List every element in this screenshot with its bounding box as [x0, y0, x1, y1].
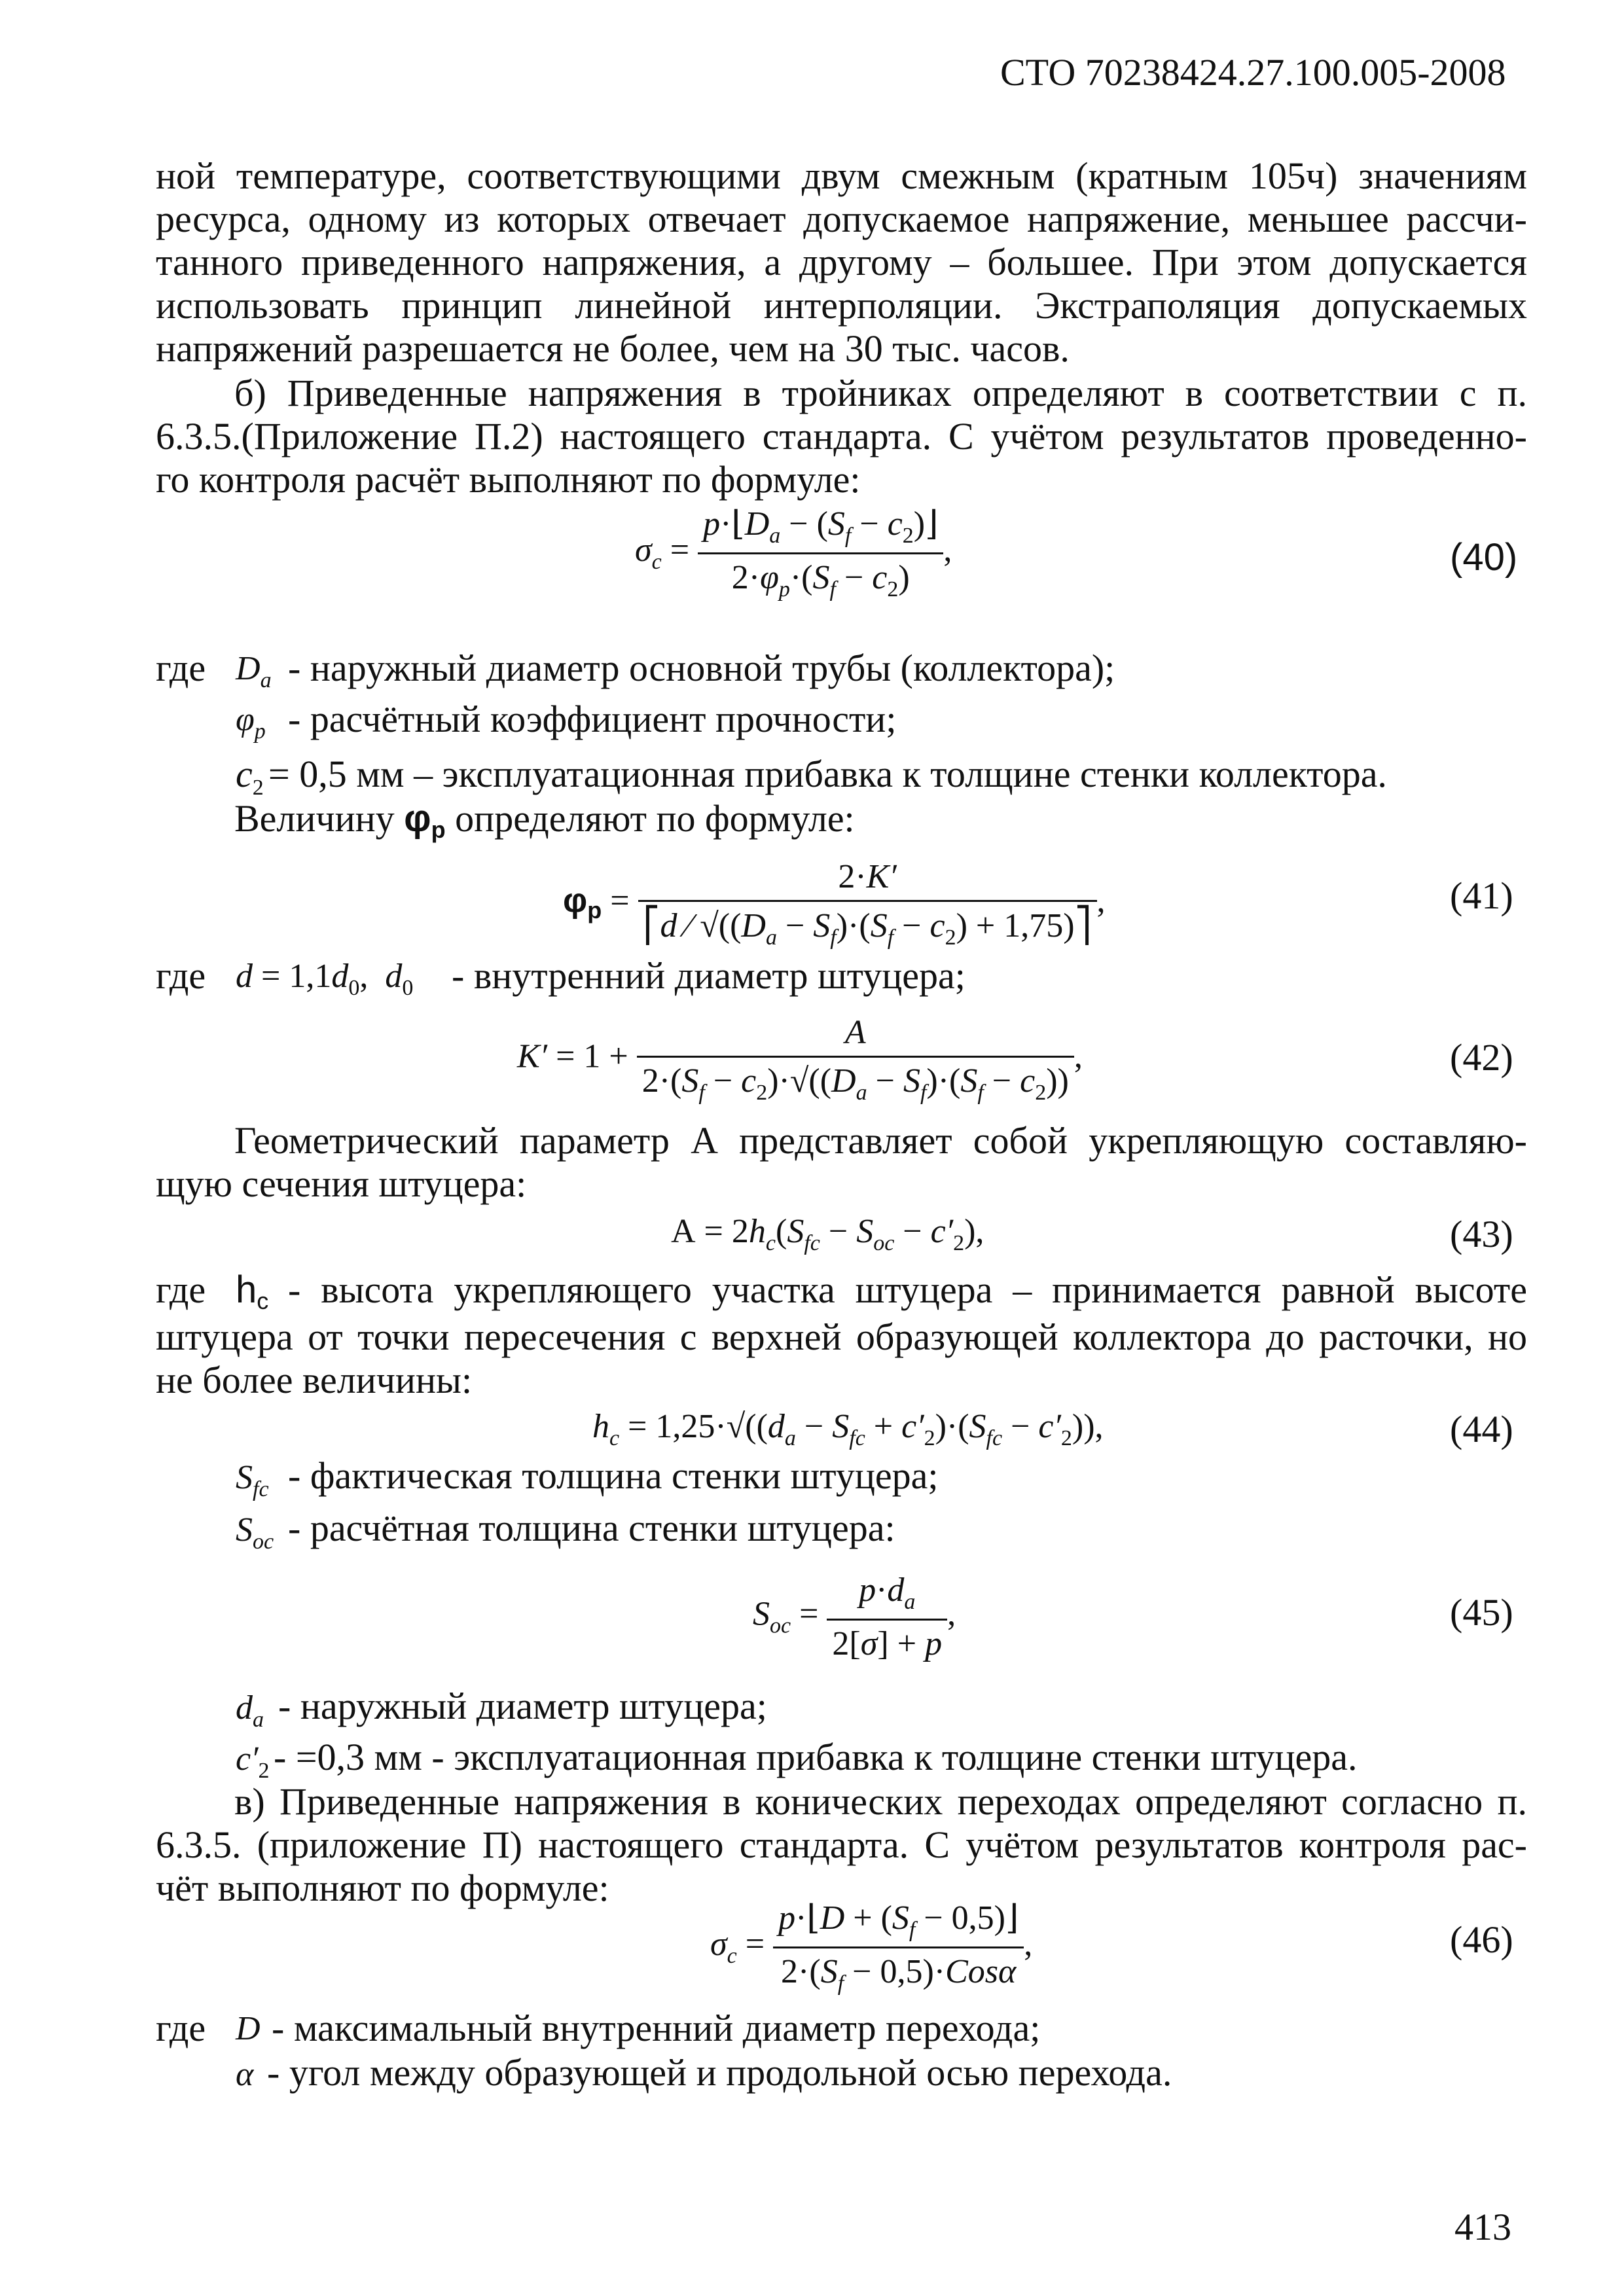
definition-text: - высота укрепляющего участка штуцера – принимается равной высоте	[288, 1268, 1527, 1311]
paragraph-line: танного приведенного напряжения, а другому – большее. При этом допускается	[156, 241, 1527, 283]
equation-41: φp = $\frac{2\cdot K'}{⎡d ⁄ √((D_a - S_f)\cdot(S_f - c_2) + 1,75)⎤}$ ,	[563, 858, 1106, 950]
equation-42: K′ = 1 + $\frac{A}{2\cdot(S_f - c_2)\cdot√((D_a - S_f)\cdot(S_f - c_2))}$ ,	[517, 1014, 1083, 1105]
page-number: 413	[1454, 2206, 1511, 2248]
definition-text: - внутренний диаметр штуцера;	[452, 954, 965, 997]
equation-number: (43)	[1450, 1213, 1513, 1255]
symbol-da: $d_a$	[236, 1689, 264, 1732]
equation-43: $А = 2h_c(S_{fc} - S_{oc} - c'_2)$,	[671, 1213, 984, 1255]
equation-number: (46)	[1450, 1918, 1513, 1961]
equation-number: (42)	[1450, 1036, 1513, 1079]
symbol-phi-p: $\varphi_p$	[236, 701, 266, 744]
paragraph-line: в) Приведенные напряжения в конических переходах определяют согласно п.	[234, 1780, 1527, 1823]
symbol-hc: hc	[236, 1268, 269, 1314]
definition-text: - угол между образующей и продольной осью перехода.	[267, 2051, 1172, 2094]
paragraph-line: 6.3.5. (приложение П) настоящего стандарта. С учётом результатов контроля рас-	[156, 1823, 1527, 1866]
definition-text: - наружный диаметр штуцера;	[278, 1685, 767, 1727]
symbol-Da: $D_a$	[236, 650, 272, 692]
paragraph-line: б) Приведенные напряжения в тройниках определяют в соответствии с п.	[234, 372, 1527, 414]
paragraph-line: го контроля расчёт выполняют по формуле:	[156, 458, 861, 501]
document-code-header: СТО 70238424.27.100.005-2008	[1000, 51, 1506, 94]
equation-number: (44)	[1450, 1408, 1513, 1450]
definition-text: - фактическая толщина стенки штуцера;	[288, 1454, 939, 1497]
symbol-D: D	[236, 2010, 261, 2047]
equation-45: $S_{oc}$ = $\frac{p\cdot d_a}{2[\sigma] + p}$ ,	[753, 1571, 956, 1662]
intro-text: Величину	[234, 797, 395, 840]
definition-text: - расчётная толщина стенки штуцера:	[288, 1507, 895, 1549]
definition-text: - наружный диаметр основной трубы (коллектора);	[288, 647, 1115, 689]
symbol-c2-prime: $c'_2$	[236, 1740, 270, 1783]
where-label: где	[156, 954, 206, 997]
equation-number: (41)	[1450, 874, 1513, 917]
paragraph-line: штуцера от точки пересечения с верхней образующей коллектора до расточки, но	[156, 1316, 1527, 1358]
paragraph-line	[234, 797, 855, 852]
paragraph-line: ной температуре, соответствующими двум смежным (кратным 105ч) значениям	[156, 154, 1527, 197]
where-label: где	[156, 2007, 206, 2049]
where-label: где	[156, 647, 206, 689]
paragraph-line: щую сечения штуцера:	[156, 1162, 527, 1205]
intro-text: определяют по формуле:	[455, 797, 855, 840]
definition-text: = 0,5 мм – эксплуатационная прибавка к толщине стенки коллектора.	[268, 753, 1387, 795]
paragraph-line: не более величины:	[156, 1359, 473, 1401]
paragraph-line: 6.3.5.(Приложение П.2) настоящего стандарта. С учётом результатов проведенно-	[156, 415, 1527, 457]
definition-text: - максимальный внутренний диаметр перехода;	[272, 2007, 1041, 2049]
equation-number: (40)	[1450, 536, 1518, 579]
definition-text: - =0,3 мм - эксплуатационная прибавка к толщине стенки штуцера.	[274, 1736, 1358, 1778]
paragraph-line: чёт выполняют по формуле:	[156, 1867, 609, 1909]
symbol-Soc: $S_{oc}$	[236, 1511, 274, 1554]
equation-40: $\sigma_c$ = $\frac{p\cdot⌊D_a - (S_f - c_2)⌋}{2\cdot\varphi_p\cdot(S_f - c_2)}$ ,	[635, 505, 952, 601]
where-label: где	[156, 1268, 206, 1311]
symbol-Sfc: $S_{fc}$	[236, 1459, 269, 1501]
definition-text: - расчётный коэффициент прочности;	[288, 698, 897, 740]
paragraph-line: Геометрический параметр А представляет собой укрепляющую составляю-	[234, 1119, 1527, 1162]
equation-44: $h_c = 1,25\cdot√((d_a - S_{fc} + c'_2)\cdot(S_{fc} - c'_2))$,	[592, 1408, 1104, 1450]
equation-46: $\sigma_c$ = $\frac{p\cdot⌊D + (S_f - 0,5)⌋}{2\cdot(S_f - 0,5)\cdot Cos\alpha}$ ,	[710, 1899, 1033, 1996]
paragraph-line: ресурса, одному из которых отвечает допускаемое напряжение, меньшее рассчи-	[156, 198, 1527, 240]
symbol-phi-p: φp	[404, 797, 446, 843]
paragraph-line: напряжений разрешается не более, чем на 30 тыс. часов.	[156, 327, 1070, 370]
equation-number: (45)	[1450, 1591, 1513, 1634]
symbol-c2: $c_2$	[236, 753, 264, 800]
symbol-alpha: α	[236, 2056, 254, 2093]
symbol-d: $d = 1,1d_0$, $d_0$	[236, 958, 414, 1000]
paragraph-line: использовать принцип линейной интерполяции. Экстраполяция допускаемых	[156, 284, 1527, 327]
